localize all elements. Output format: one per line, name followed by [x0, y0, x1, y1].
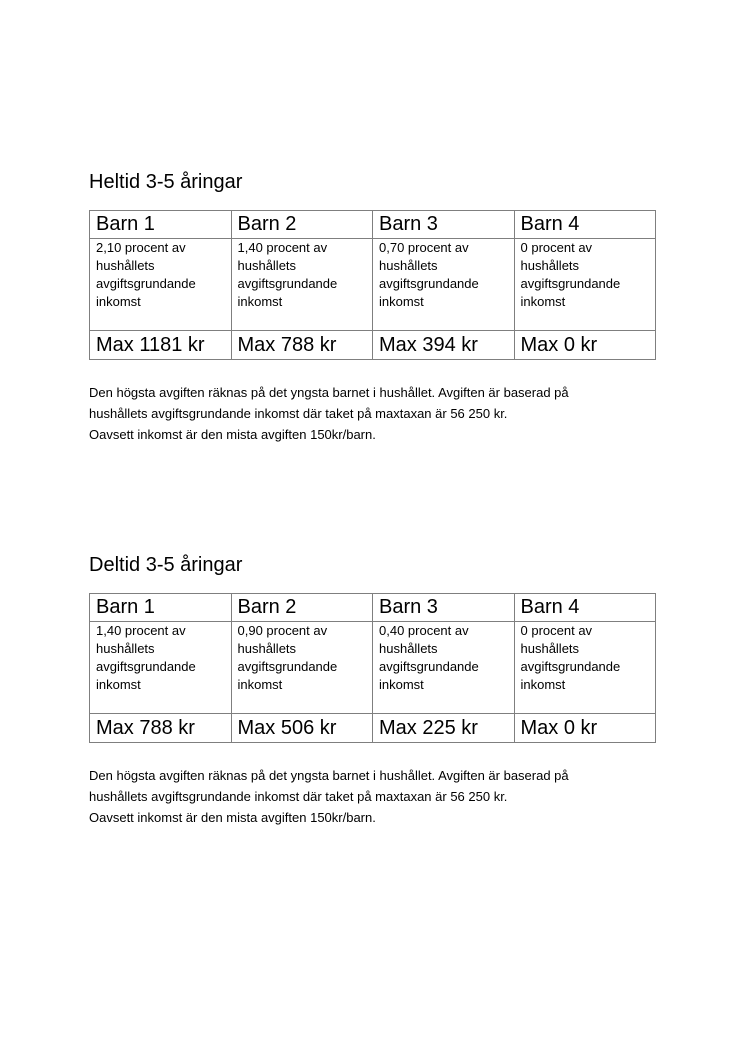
column-header: Barn 4 [514, 594, 656, 622]
max-cell: Max 0 kr [514, 331, 656, 360]
section-heading: Deltid 3-5 åringar [89, 554, 243, 576]
table-row-description [90, 622, 656, 714]
table-row-max [90, 714, 656, 743]
note-line: Oavsett inkomst är den mista avgiften 150kr/barn. [89, 810, 376, 825]
fee-note [89, 382, 689, 445]
description-cell: 0,90 procent av hushållets avgiftsgrundande inkomst [231, 622, 373, 714]
description-cell: 2,10 procent av hushållets avgiftsgrundande inkomst [90, 239, 232, 331]
column-header: Barn 1 [90, 594, 232, 622]
max-cell: Max 0 kr [514, 714, 656, 743]
max-cell: Max 1181 kr [90, 331, 232, 360]
max-cell: Max 394 kr [373, 331, 515, 360]
description-cell: 0,40 procent av hushållets avgiftsgrundande inkomst [373, 622, 515, 714]
description-cell: 1,40 procent av hushållets avgiftsgrundande inkomst [231, 239, 373, 331]
table-row-description [90, 239, 656, 331]
description-cell: 1,40 procent av hushållets avgiftsgrundande inkomst [90, 622, 232, 714]
column-header: Barn 3 [373, 211, 515, 239]
max-cell: Max 506 kr [231, 714, 373, 743]
max-cell: Max 788 kr [231, 331, 373, 360]
note-line: hushållets avgiftsgrundande inkomst där taket på maxtaxan är 56 250 kr. [89, 789, 508, 804]
column-header: Barn 2 [231, 594, 373, 622]
section-deltid [89, 553, 656, 828]
column-header: Barn 4 [514, 211, 656, 239]
description-cell: 0,70 procent av hushållets avgiftsgrundande inkomst [373, 239, 515, 331]
column-header: Barn 2 [231, 211, 373, 239]
max-cell: Max 225 kr [373, 714, 515, 743]
fee-table [89, 210, 656, 360]
description-cell: 0 procent av hushållets avgiftsgrundande inkomst [514, 239, 656, 331]
column-header: Barn 1 [90, 211, 232, 239]
section-heltid [89, 170, 656, 445]
fee-table [89, 593, 656, 743]
table-header-row [90, 594, 656, 622]
max-cell: Max 788 kr [90, 714, 232, 743]
note-line: Den högsta avgiften räknas på det yngsta barnet i hushållet. Avgiften är baserad på [89, 385, 569, 400]
column-header: Barn 3 [373, 594, 515, 622]
section-heading: Heltid 3-5 åringar [89, 171, 243, 193]
note-line: Oavsett inkomst är den mista avgiften 150kr/barn. [89, 427, 376, 442]
note-line: Den högsta avgiften räknas på det yngsta barnet i hushållet. Avgiften är baserad på [89, 768, 569, 783]
fee-note [89, 765, 689, 828]
description-cell: 0 procent av hushållets avgiftsgrundande inkomst [514, 622, 656, 714]
table-row-max [90, 331, 656, 360]
note-line: hushållets avgiftsgrundande inkomst där taket på maxtaxan är 56 250 kr. [89, 406, 508, 421]
table-header-row [90, 211, 656, 239]
